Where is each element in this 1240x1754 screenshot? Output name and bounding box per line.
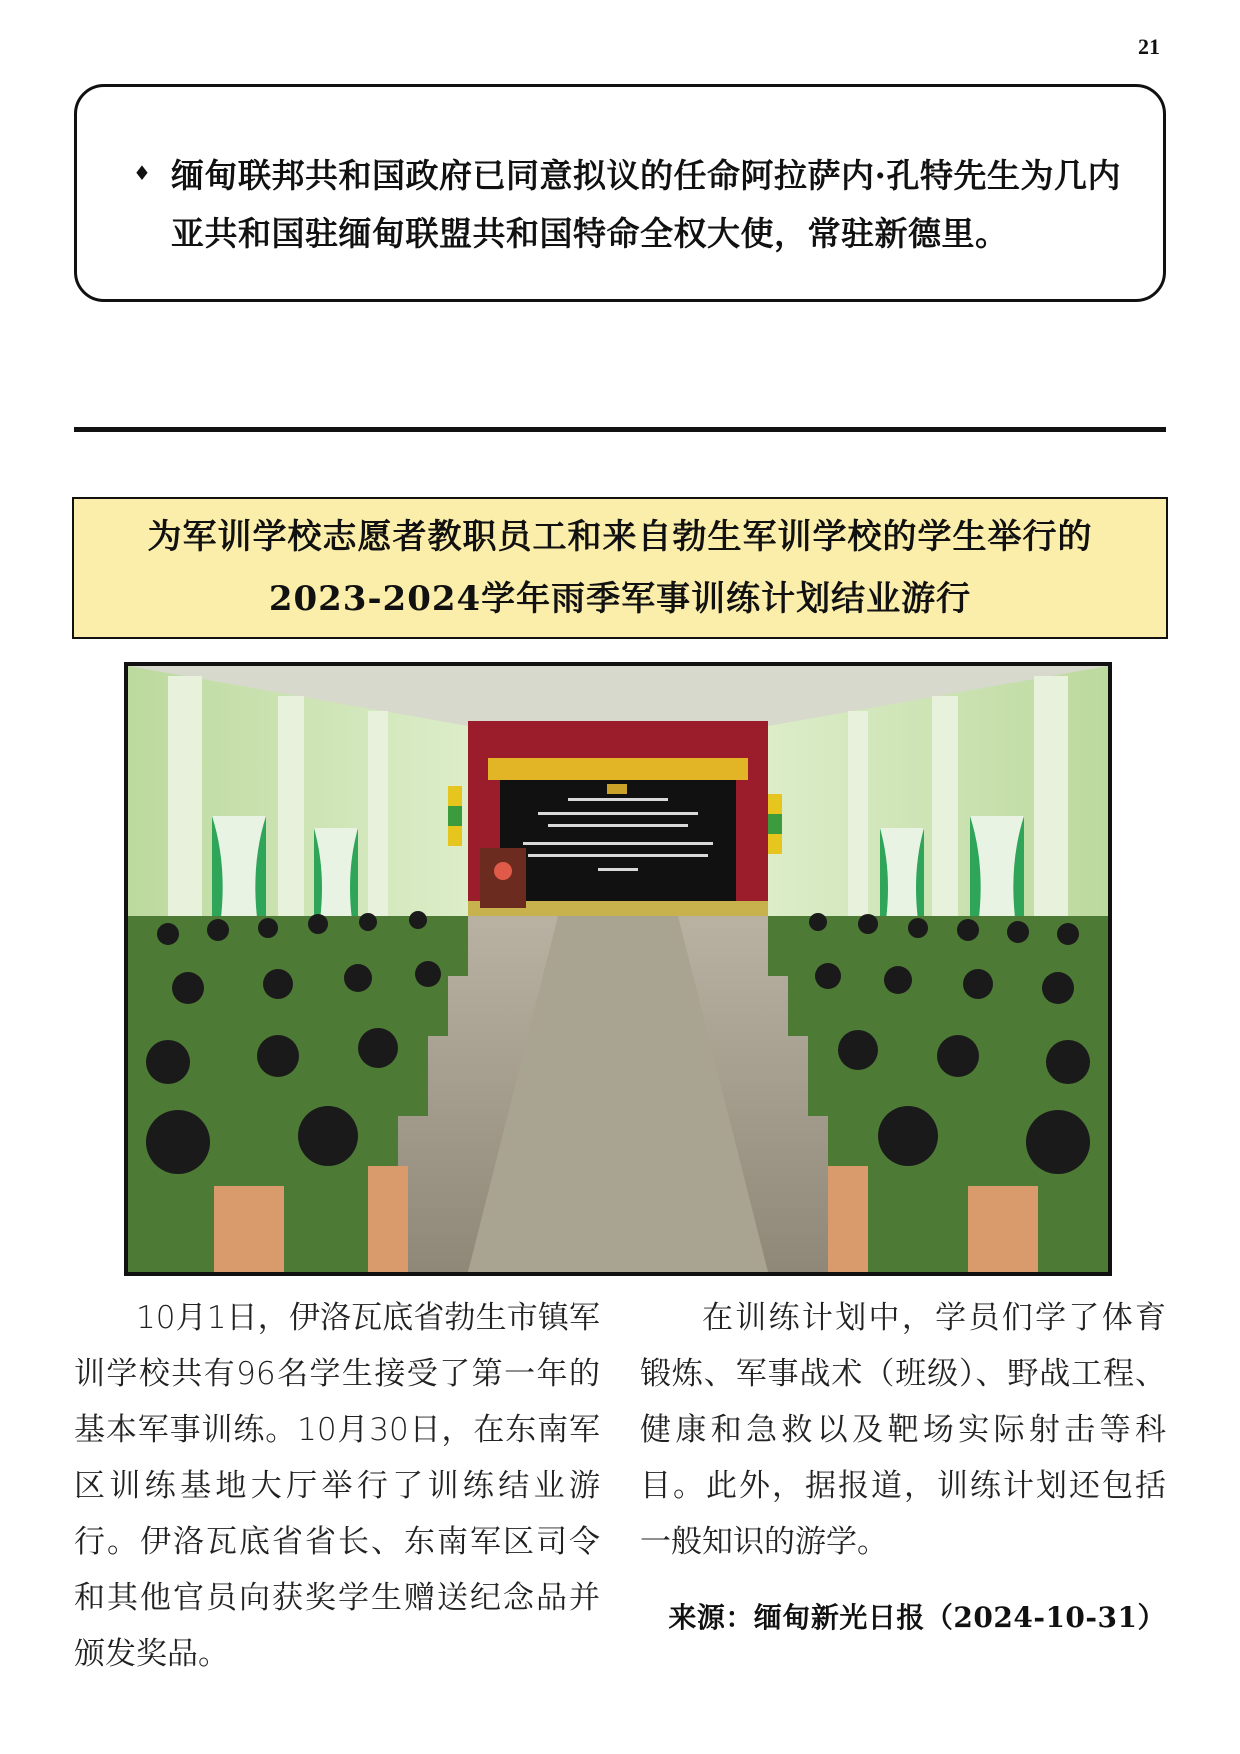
article-title-line-1: 为军训学校志愿者教职员工和来自勃生军训学校的学生举行的: [147, 517, 1093, 557]
page-number: 21: [1138, 34, 1160, 59]
article-source: 来源：缅甸新光日报（2024-10-31）: [668, 1601, 1166, 1634]
notice-text: 缅甸联邦共和国政府已同意拟议的任命阿拉萨内·孔特先生为几内亚共和国驻缅甸联盟共和国特命全权大使，常驻新德里。: [171, 156, 1121, 253]
ceremony-photo: [124, 662, 1112, 1276]
article-title-box: [72, 497, 1168, 639]
article-paragraph-1: 10月1日，伊洛瓦底省勃生市镇军训学校共有96名学生接受了第一年的基本军事训练。10月30日，在东南军区训练基地大厅举行了训练结业游行。伊洛瓦底省省长、东南军区司令和其他官员向获奖学生赠送纪念品并颁发奖品。: [74, 1300, 600, 1672]
notice-item: [133, 147, 1123, 263]
article-column-right: [640, 1290, 1166, 1570]
article-title-line-2: 2023-2024学年雨季军事训练计划结业游行: [268, 579, 972, 619]
section-divider: [74, 427, 1166, 432]
article-paragraph-2: 在训练计划中，学员们学了体育锻炼、军事战术（班级）、野战工程、健康和急救以及靶场实际射击等科目。此外，据报道，训练计划还包括一般知识的游学。: [640, 1300, 1166, 1560]
diamond-bullet-icon: ♦: [133, 161, 151, 185]
notice-box: [74, 84, 1166, 302]
article-column-left: [74, 1290, 600, 1682]
